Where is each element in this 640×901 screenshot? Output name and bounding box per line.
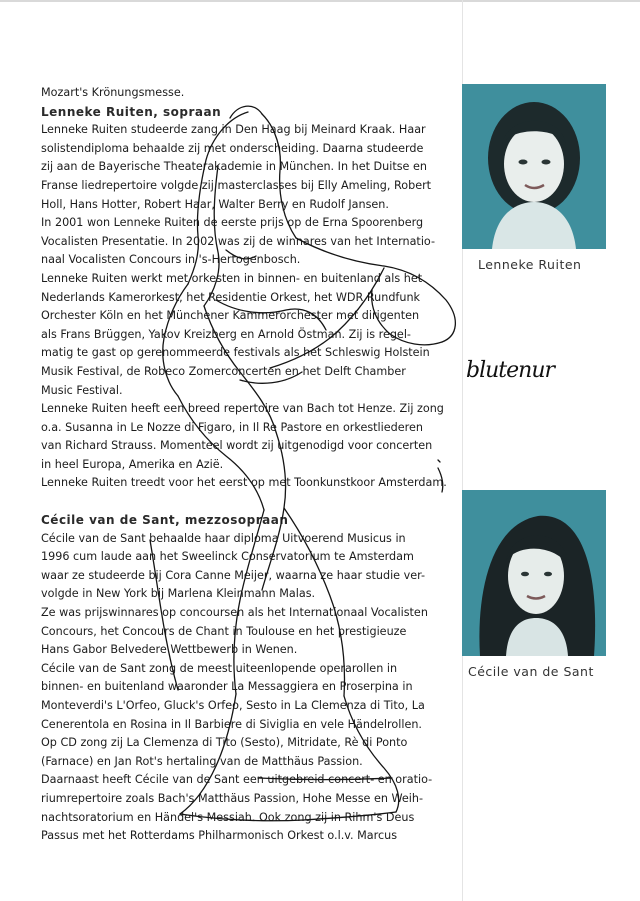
bio-line: volgde in New York bij Marlena Kleinmann Malas. [41,587,316,601]
bio-line: In 2001 won Lenneke Ruiten de eerste prijs op de Erna Spoorenberg [41,216,424,230]
top-edge-line [0,0,640,2]
bio-line: Music Festival. [41,383,123,397]
ruiten-caption: Lenneke Ruiten [478,257,582,272]
bio-line: Musik Festival, de Robeco Zomerconcerten en het Delft Chamber [41,364,406,378]
vandesant-portrait-image [462,490,606,656]
bio-line: als Frans Brüggen, Yakov Kreizberg en Arnold Östman. Zij is regel- [41,327,411,341]
vandesant-biography [41,530,459,846]
bio-line: o.a. Susanna in Le Nozze di Figaro, in Il Re Pastore en orkestliederen [41,420,423,434]
bio-line: van Richard Strauss. Momenteel wordt zij uitgenodigd voor concerten [41,439,433,453]
bio-line: 1996 cum laude aan het Sweelinck Conservatorium te Amsterdam [41,550,414,564]
bio-line: solistendiploma behaalde zij met onderscheiding. Daarna studeerde [41,141,424,155]
bio-line: Hans Gabor Belvedere Wettbewerb in Wenen. [41,643,298,657]
bio-line: Cécile van de Sant behaalde haar diploma Uitvoerend Musicus in [41,531,406,545]
bio-line: Orchester Köln en het Münchener Kammerorchester met dirigenten [41,309,420,323]
bio-line: Lenneke Ruiten heeft een breed repertoire van Bach tot Henze. Zij zong [41,402,444,416]
bio-line: Franse liedrepertoire volgde zij masterclasses bij Elly Ameling, Robert [41,178,432,192]
bio-line: Ze was prijswinnares op concoursen als het Internationaal Vocalisten [41,606,428,620]
bio-line: Concours, het Concours de Chant in Toulouse en het prestigieuze [41,624,407,638]
intro-line: Mozart's Krönungsmesse. [41,86,185,99]
bio-line: Daarnaast heeft Cécile van de Sant een uitgebreid concert- en oratio- [41,773,433,787]
bio-line: Lenneke Ruiten treedt voor het eerst op met Toonkunstkoor Amsterdam. [41,476,447,490]
bio-line: Nederlands Kamerorkest, het Residentie Orkest, het WDR Rundfunk [41,290,421,304]
bio-line: Lenneke Ruiten werkt met orkesten in binnen- en buitenland als het [41,271,423,285]
bio-line: Cécile van de Sant zong de meest uiteenlopende operarollen in [41,661,398,675]
bio-line: zij aan de Bayerische Theaterakademie in München. In het Duitse en [41,160,427,174]
bio-line: matig te gast op gerenommeerde festivals als het Schleswig Holstein [41,346,430,360]
bio-line: nachtsoratorium en Händel's Messiah. Ook zong zij in Rihm's Deus [41,810,415,824]
bio-line: Op CD zong zij La Clemenza di Tito (Sesto), Mitridate, Rè di Ponto [41,736,408,750]
bio-line: waar ze studeerde bij Cora Canne Meijer, waarna ze haar studie ver- [41,568,426,582]
bio-line: Monteverdi's L'Orfeo, Gluck's Orfeo, Sesto in La Clemenza di Tito, La [41,699,425,712]
bio-line: naal Vocalisten Concours in 's-Hertogenbosch. [41,253,301,267]
ruiten-portrait-image [462,84,606,249]
ruiten-biography [41,121,459,493]
bio-line: in heel Europa, Amerika en Azië. [41,457,224,471]
bio-line: Cenerentola en Rosina in Il Barbiere di Siviglia en vele Händelrollen. [41,717,422,731]
bio-line: Holl, Hans Hotter, Robert Haar, Walter Berry en Rudolf Jansen. [41,197,389,211]
bio-line: riumrepertoire zoals Bach's Matthäus Passion, Hohe Messe en Weih- [41,791,424,805]
bio-line: (Farnace) en Jan Rot's hertaling van de Matthäus Passion. [41,754,363,768]
bio-line: binnen- en buitenland waaronder La Messaggiera en Proserpina in [41,680,413,694]
text-column [41,84,459,846]
section-gap [41,493,459,511]
bio-line: Passus met het Rotterdams Philharmonisch Orkest o.l.v. Marcus [41,829,398,843]
ruiten-heading: Lenneke Ruiten, sopraan [41,104,222,119]
vandesant-heading: Cécile van de Sant, mezzosopraan [41,513,289,528]
bio-line: Vocalisten Presentatie. In 2002 was zij de winnares van het Internatio- [41,234,436,248]
bio-line: Lenneke Ruiten studeerde zang in Den Haag bij Meinard Kraak. Haar [41,123,426,137]
ruiten-portrait [462,84,606,249]
vandesant-portrait [462,490,606,656]
handwritten-note: blutenur [466,358,555,383]
vandesant-caption: Cécile van de Sant [468,664,594,679]
